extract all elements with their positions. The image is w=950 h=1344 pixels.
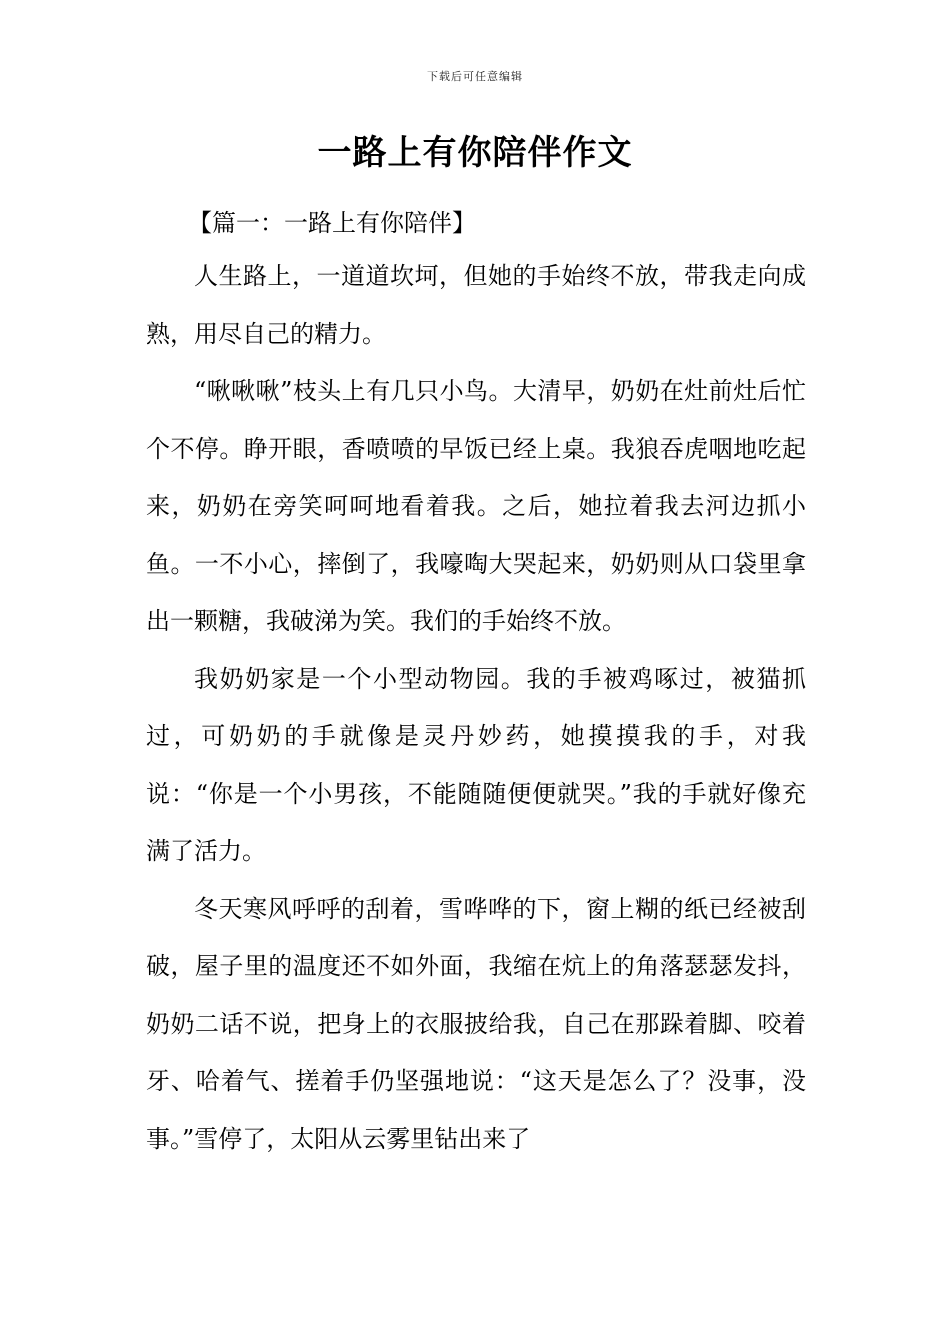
- document-body: [146, 198, 806, 1168]
- document-title: 一路上有你陪伴作文: [317, 133, 633, 173]
- paragraph-4: 冬天寒风呼呼的刮着，雪哗哗的下，窗上糊的纸已经被刮破，屋子里的温度还不如外面，我缩在炕上的角落瑟瑟发抖，奶奶二话不说，把身上的衣服披给我，自己在那跺着脚、咬着牙、哈着气、搓着手仍坚强地说：“这天是怎么了？没事，没事。”雪停了，太阳从云雾里钻出来了: [146, 894, 806, 1153]
- paragraph-2: “啾啾啾”枝头上有几只小鸟。大清早，奶奶在灶前灶后忙个不停。睁开眼，香喷喷的早饭已经上桌。我狼吞虎咽地吃起来，奶奶在旁笑呵呵地看着我。之后，她拉着我去河边抓小鱼。一不小心，摔倒了，我嚎啕大哭起来，奶奶则从口袋里拿出一颗糖，我破涕为笑。我们的手始终不放。: [146, 377, 806, 635]
- paragraph-3: 我奶奶家是一个小型动物园。我的手被鸡啄过，被猫抓过，可奶奶的手就像是灵丹妙药，她摸摸我的手，对我说：“你是一个小男孩，不能随随便便就哭。”我的手就好像充满了活力。: [146, 664, 806, 865]
- section-heading: 【篇一：一路上有你陪伴】: [188, 209, 476, 237]
- paragraph-1: 人生路上，一道道坎坷，但她的手始终不放，带我走向成熟，用尽自己的精力。: [146, 262, 806, 348]
- header-note: 下载后可任意编辑: [427, 70, 523, 83]
